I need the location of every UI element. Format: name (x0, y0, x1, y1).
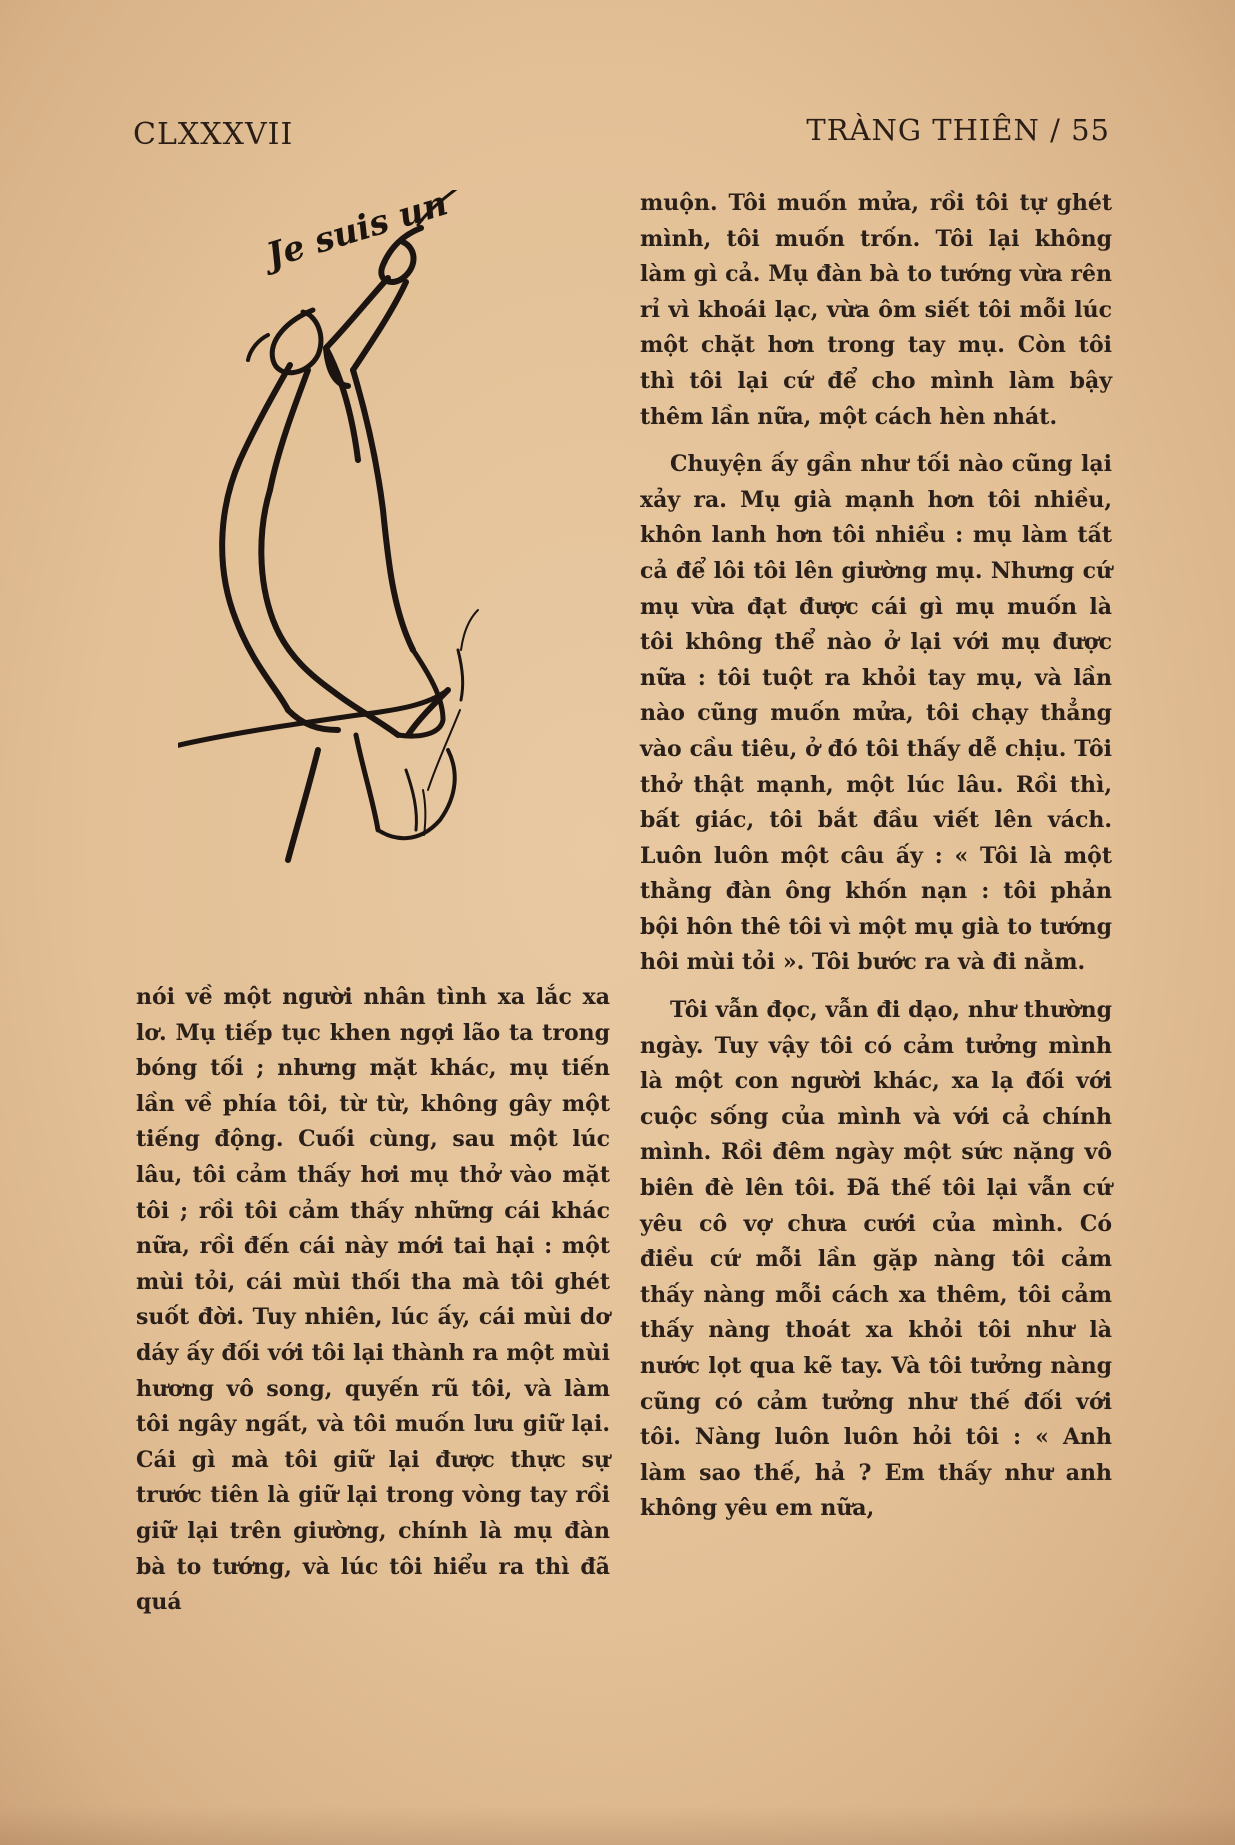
chapter-number: CLXXXVII (133, 117, 294, 152)
right-paragraph-3: Tôi vẫn đọc, vẫn đi dạo, như thường ngày. Tuy vậy tôi có cảm tưởng mình là một con người khác, xa lạ đối với cuộc sống của mình và với cả chính mình. Rồi đêm ngày một sức nặng vô biên đè lên tôi. Đã thế tôi lại vẫn cứ yêu cô vợ chưa cưới của mình. Có điều cứ mỗi lần gặp nàng tôi cảm thấy nàng mỗi cách xa thêm, tôi cảm thấy nàng thoát xa khỏi tôi như là nước lọt qua kẽ tay. Và tôi tưởng nàng cũng có cảm tưởng như thế đối với tôi. Nàng luôn luôn hỏi tôi : « Anh làm sao thế, hả ? Em thấy như anh không yêu em nữa, (640, 997, 1112, 1522)
ink-sketch-illustration (178, 190, 578, 910)
right-paragraph-1: muộn. Tôi muốn mửa, rồi tôi tự ghét mình, tôi muốn trốn. Tôi lại không làm gì cả. Mụ đàn bà to tướng vừa rên rỉ vì khoái lạc, vừa ôm siết tôi mỗi lúc một chặt hơn trong tay mụ. Còn tôi thì tôi lại cứ để cho mình làm bậy thêm lần nữa, một cách hèn nhát. (640, 190, 1112, 430)
sketch-figure-drawing (178, 190, 578, 910)
left-paragraph-1: nói về một người nhân tình xa lắc xa lơ. Mụ tiếp tục khen ngợi lão ta trong bóng tối ; nhưng mặt khác, mụ tiến lần về phía tôi, từ từ, không gây một tiếng động. Cuối cùng, sau một lúc lâu, tôi cảm thấy hơi mụ thở vào mặt tôi ; rồi tôi cảm thấy những cái khác nữa, rồi đến cái này mới tai hại : một mùi tỏi, cái mùi thối tha mà tôi ghét suốt đời. Tuy nhiên, lúc ấy, cái mùi dơ dáy ấy đối với tôi lại thành ra một mùi hương vô song, quyến rũ tôi, và làm tôi ngây ngất, và tôi muốn lưu giữ lại. Cái gì mà tôi giữ lại được thực sự trước tiên là giữ lại trong vòng tay rồi giữ lại trên giường, chính là mụ đàn bà to tướng, và lúc tôi hiểu ra thì đã quá (136, 984, 610, 1616)
left-text-column (136, 980, 610, 1621)
handwritten-caption: Je suis un (262, 183, 453, 277)
running-title-page-number: TRÀNG THIÊN / 55 (806, 113, 1110, 147)
right-paragraph-2: Chuyện ấy gần như tối nào cũng lại xảy ra. Mụ già mạnh hơn tôi nhiều, khôn lanh hơn tôi nhiều : mụ làm tất cả để lôi tôi lên giường mụ. Nhưng cứ mụ vừa đạt được cái gì mụ muốn là tôi không thể nào ở lại với mụ được nữa : tôi tuột ra khỏi tay mụ, và lần nào cũng muốn mửa, tôi chạy thẳng vào cầu tiêu, ở đó tôi thấy dễ chịu. Tôi thở thật mạnh, một lúc lâu. Rồi thì, bất giác, tôi bắt đầu viết lên vách. Luôn luôn một câu ấy : « Tôi là một thằng đàn ông khốn nạn : tôi phản bội hôn thê tôi vì một mụ già to tướng hôi mùi tỏi ». Tôi bước ra và đi nằm. (640, 451, 1112, 976)
right-text-column (640, 186, 1112, 1527)
